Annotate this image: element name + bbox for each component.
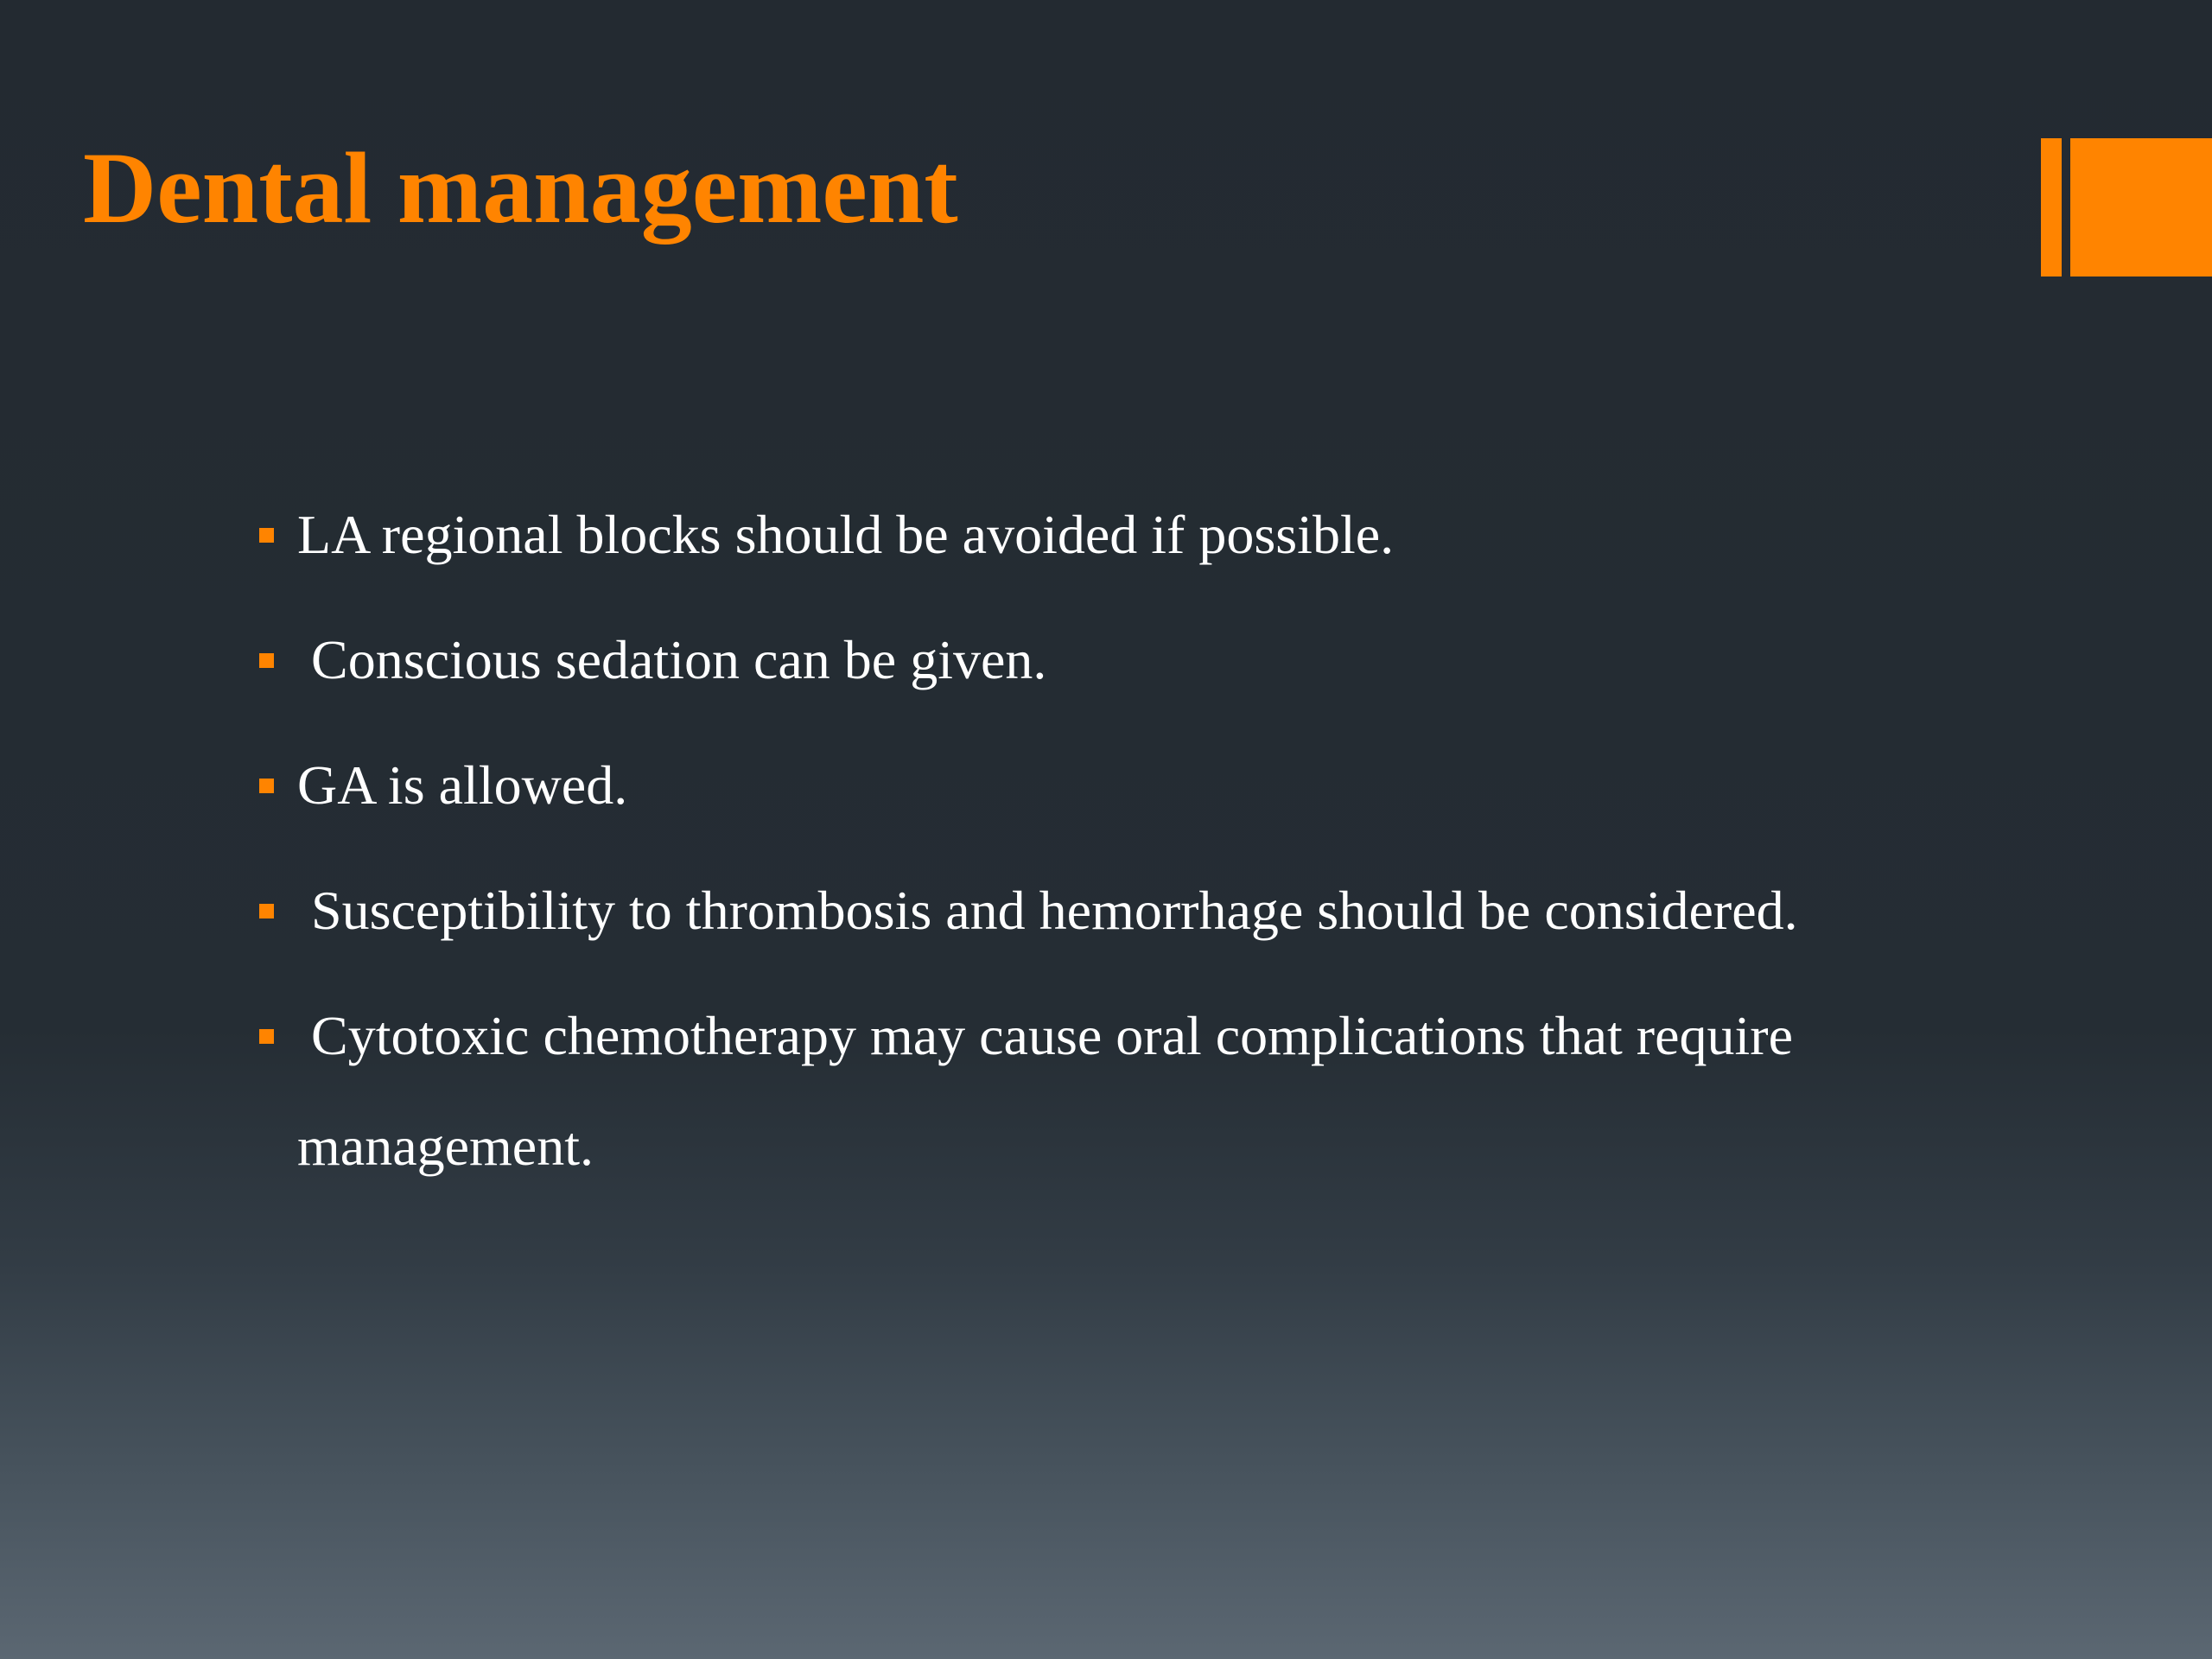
square-bullet-icon	[259, 779, 274, 793]
bullet-text: LA regional blocks should be avoided if possible.	[297, 504, 1395, 565]
square-bullet-icon	[259, 528, 274, 543]
list-item	[256, 605, 1984, 715]
bullet-list	[256, 480, 1984, 1217]
bullet-text: Conscious sedation can be given.	[297, 629, 1047, 690]
list-item	[256, 981, 1984, 1202]
bullet-text: GA is allowed.	[297, 754, 628, 816]
square-bullet-icon	[259, 904, 274, 918]
bullet-text: Cytotoxic chemotherapy may cause oral complications that require management.	[297, 1005, 1807, 1177]
accent-bar-block	[2070, 138, 2212, 276]
list-item	[256, 730, 1984, 841]
square-bullet-icon	[259, 653, 274, 668]
square-bullet-icon	[259, 1029, 274, 1044]
list-item	[256, 480, 1984, 590]
slide-title: Dental management	[83, 131, 958, 245]
bullet-text: Susceptibility to thrombosis and hemorrhage should be considered.	[297, 880, 1798, 941]
accent-bar-thin	[2041, 138, 2062, 276]
list-item	[256, 855, 1984, 966]
